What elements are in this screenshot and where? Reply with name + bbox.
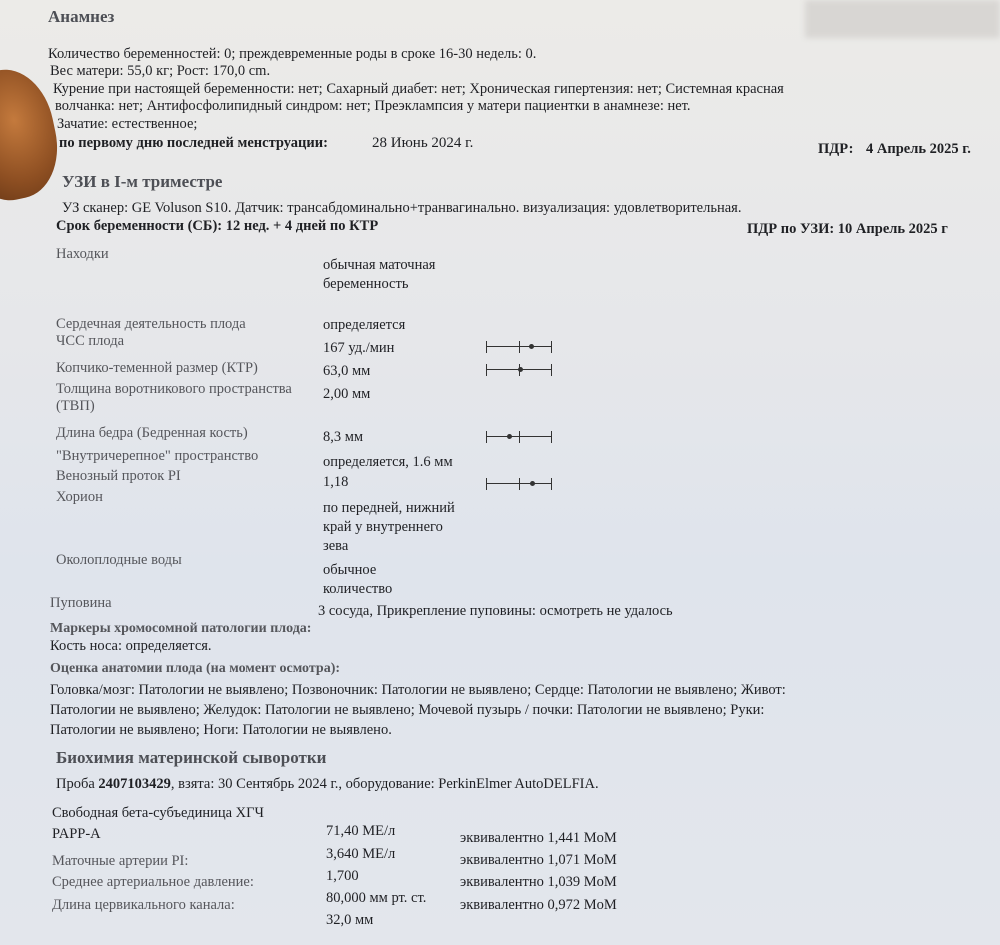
gauge-tick	[551, 364, 552, 376]
finding-label: ЧСС плода	[56, 333, 125, 349]
finding-label: Околоплодные воды	[56, 552, 182, 568]
gauge-tick	[551, 478, 552, 490]
finding-value: 167 уд./мин	[323, 340, 395, 356]
sample-id: 2407103429	[98, 776, 171, 792]
finding-label: Хорион	[56, 489, 103, 505]
finding-label: Пуповина	[50, 595, 112, 611]
anatomy-line: Головка/мозг: Патологии не выявлено; Позвоночник: Патологии не выявлено; Сердце: Патологии не выявлено; Живот:	[50, 682, 786, 698]
finding-value: 1,18	[323, 474, 349, 490]
finding-value: определяется	[323, 317, 406, 333]
range-gauge	[486, 431, 552, 443]
biochem-label: Длина цервикального канала:	[52, 897, 235, 913]
anatomy-line: Патологии не выявлено; Ноги: Патологии не выявлено.	[50, 722, 392, 738]
markers-title: Маркеры хромосомной патологии плода:	[50, 621, 312, 636]
finding-label: Находки	[56, 246, 109, 262]
gauge-tick	[486, 478, 487, 490]
scanner-line: УЗ сканер: GE Voluson S10. Датчик: трансабдоминально+транвагинально. визуализация: удовлетворительная.	[62, 200, 742, 216]
gauge-marker	[507, 434, 512, 439]
finding-label: "Внутричерепное" пространство	[56, 448, 259, 464]
gauge-tick	[551, 431, 552, 443]
gauge-tick	[486, 341, 487, 353]
finding-value: обычная маточная беременность	[323, 257, 436, 292]
anamnesis-line: Курение при настоящей беременности: нет; Сахарный диабет: нет; Хроническая гипертензия: нет; Системная красная	[53, 81, 784, 97]
anamnesis-line: Вес матери: 55,0 кг; Рост: 170,0 cm.	[50, 63, 271, 79]
gestational-age: Срок беременности (СБ): 12 нед. + 4 дней по КТР	[56, 218, 379, 234]
anamnesis-line: Зачатие: естественное;	[57, 116, 198, 132]
gauge-tick	[486, 364, 487, 376]
finding-value: по передней, нижний край у внутреннего зева	[323, 500, 455, 554]
biochem-label: PAPP-A	[52, 826, 101, 842]
biochem-value: 32,0 мм	[326, 912, 374, 928]
anamnesis-line: Количество беременностей: 0; преждевременные роды в сроке 16-30 недель: 0.	[48, 46, 537, 62]
gauge-marker	[518, 367, 523, 372]
biochem-value: 3,640 МЕ/л	[326, 846, 396, 862]
biochem-mom: эквивалентно 0,972 MoM	[460, 897, 617, 913]
edd-ultrasound: ПДР по УЗИ: 10 Апрель 2025 г	[747, 221, 948, 237]
finding-label: Толщина воротникового пространства (ТВП)	[56, 381, 292, 414]
sample-prefix: Проба	[56, 776, 95, 792]
range-gauge	[486, 364, 552, 376]
sample-line	[56, 776, 599, 793]
finding-label: Сердечная деятельность плода	[56, 316, 246, 332]
lmp-label: по первому дню последней менструации:	[59, 135, 328, 151]
range-gauge	[486, 341, 552, 353]
biochem-label: Среднее артериальное давление:	[52, 874, 254, 890]
biochem-value: 1,700	[326, 868, 359, 884]
gauge-tick	[519, 431, 520, 443]
finding-value: определяется, 1.6 мм	[323, 454, 453, 470]
sample-rest: , взята: 30 Сентябрь 2024 г., оборудование: PerkinElmer AutoDELFIA.	[170, 776, 599, 792]
gauge-tick	[551, 341, 552, 353]
edd-label: ПДР:	[818, 141, 854, 157]
biochem-mom: эквивалентно 1,071 MoM	[460, 852, 617, 868]
blurred-region	[805, 0, 1000, 38]
gauge-tick	[519, 478, 520, 490]
biochem-mom: эквивалентно 1,039 MoM	[460, 874, 617, 890]
nasal-bone: Кость носа: определяется.	[50, 638, 212, 654]
anatomy-line: Патологии не выявлено; Желудок: Патологии не выявлено; Мочевой пузырь / почки: Патологии не выявлено; Руки:	[50, 702, 765, 718]
finding-value: 8,3 мм	[323, 429, 364, 445]
anamnesis-line: волчанка: нет; Антифосфолипидный синдром: нет; Преэклампсия у матери пациентки в анамнезе: нет.	[55, 98, 691, 114]
finding-label: Копчико-теменной размер (КТР)	[56, 360, 258, 376]
finding-label: Венозный проток PI	[56, 468, 181, 484]
anatomy-title: Оценка анатомии плода (на момент осмотра):	[50, 661, 341, 676]
biochem-value: 80,000 мм рт. ст.	[326, 890, 427, 906]
gauge-tick	[486, 431, 487, 443]
biochem-label: Маточные артерии PI:	[52, 853, 189, 869]
gauge-marker	[530, 481, 535, 486]
section-title-ultrasound: УЗИ в I-м триместре	[62, 172, 223, 191]
range-gauge	[486, 478, 552, 490]
biochem-mom: эквивалентно 1,441 MoM	[460, 830, 617, 846]
section-title-anamnesis: Анамнез	[48, 7, 115, 26]
finding-value: 3 сосуда, Прикрепление пуповины: осмотреть не удалось	[318, 603, 673, 619]
biochem-label: Свободная бета-субъединица ХГЧ	[52, 805, 264, 821]
finding-value: обычное количество	[323, 562, 393, 597]
gauge-tick	[519, 341, 520, 353]
biochem-value: 71,40 МЕ/л	[326, 823, 396, 839]
lmp-value: 28 Июнь 2024 г.	[372, 135, 474, 151]
finding-label: Длина бедра (Бедренная кость)	[56, 425, 248, 441]
finding-value: 2,00 мм	[323, 386, 371, 402]
finding-value: 63,0 мм	[323, 363, 371, 379]
edd-value: 4 Апрель 2025 г.	[866, 141, 971, 157]
section-title-biochem: Биохимия материнской сыворотки	[56, 748, 327, 767]
gauge-marker	[529, 344, 534, 349]
